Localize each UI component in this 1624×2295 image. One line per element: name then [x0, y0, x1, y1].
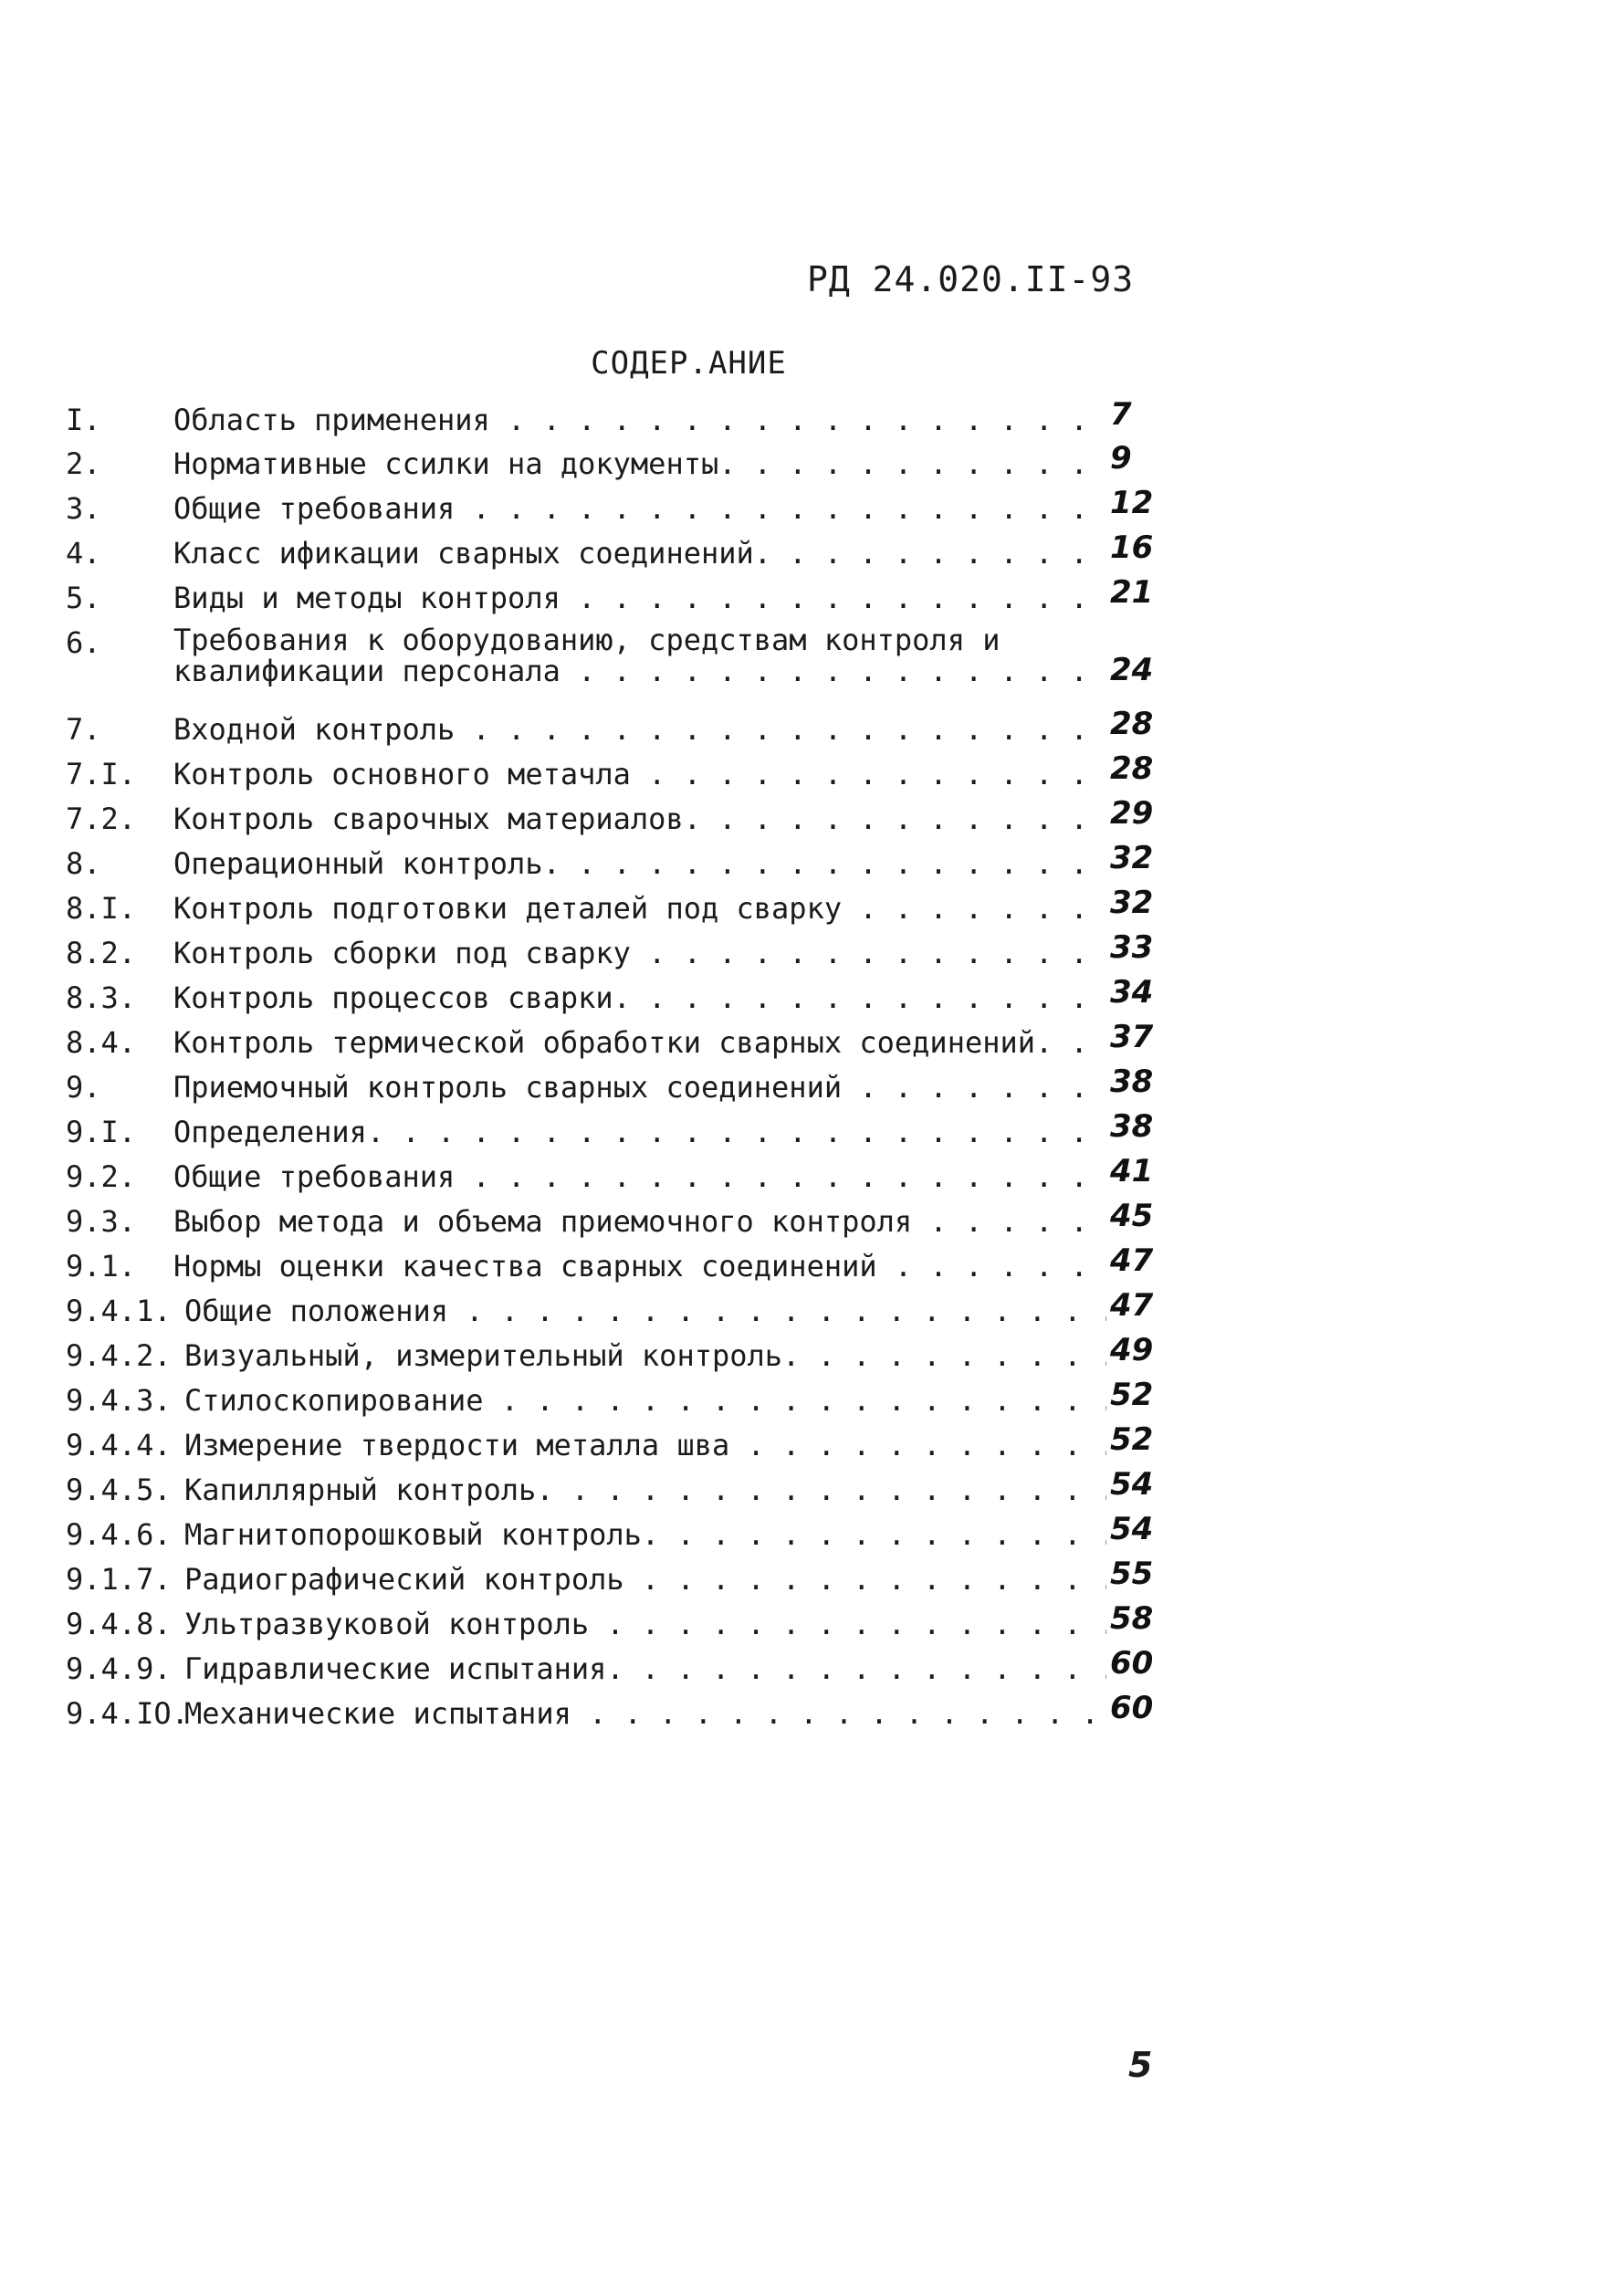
toc-entry-title: Магнитопорошковый контроль. . . .	[184, 1516, 1106, 1553]
toc-entry-page: 24	[1110, 652, 1154, 688]
toc-entry	[66, 1287, 1170, 1329]
toc-entry-number: 9.4.5.	[66, 1472, 172, 1507]
toc-entry-number: 9.I.	[66, 1115, 137, 1149]
toc-entry	[66, 1108, 1170, 1150]
toc-entry	[66, 929, 1170, 971]
toc-entry-title: Стилоскопирование . . .	[184, 1382, 1106, 1419]
toc-entry-number: 9.4.2.	[66, 1338, 172, 1373]
toc-entry-page: 49	[1110, 1332, 1154, 1368]
toc-title: СОДЕР.АНИЕ	[591, 345, 787, 382]
toc-entry-page: 7	[1110, 396, 1132, 433]
toc-entry-title: Общие требования . . .	[173, 1158, 1106, 1195]
toc-entry-page: 21	[1110, 574, 1154, 611]
toc-entry-number: 9.4.6.	[66, 1517, 172, 1552]
toc-entry	[66, 1690, 1170, 1732]
toc-entry	[66, 706, 1170, 748]
toc-entry-page: 37	[1110, 1019, 1154, 1055]
toc-entry	[66, 1332, 1170, 1374]
toc-entry-page: 28	[1110, 750, 1154, 787]
toc-entry	[66, 1153, 1170, 1195]
toc-entry	[66, 795, 1170, 837]
toc-entry-title: Механические испытания . . .	[184, 1695, 1106, 1732]
toc-entry-title: Гидравлические испытания. . . .	[184, 1651, 1106, 1687]
toc-entry	[66, 1600, 1170, 1642]
toc-entry-page: 55	[1110, 1556, 1154, 1592]
toc-entry-title: Выбор метода и объема приемочного контроля . . .	[173, 1203, 1106, 1240]
toc-entry-page: 12	[1110, 485, 1154, 521]
toc-entry-title: Определения. . . .	[173, 1114, 1106, 1150]
toc-entry-number: I.	[66, 403, 101, 437]
toc-entry-number: 9.1.	[66, 1249, 137, 1284]
toc-entry-number: 8.4.	[66, 1025, 137, 1060]
toc-entry	[66, 974, 1170, 1016]
toc-entry-page: 32	[1110, 840, 1154, 876]
toc-entry-page: 47	[1110, 1242, 1154, 1279]
toc-entry	[66, 1421, 1170, 1463]
toc-entry-number: 7.I.	[66, 757, 137, 791]
toc-entry-title-line2: квалификации персонала . . .	[173, 655, 1106, 686]
toc-entry-number: 8.2.	[66, 936, 137, 970]
toc-entry-number: 9.4.4.	[66, 1428, 172, 1462]
toc-entry	[66, 1242, 1170, 1284]
toc-entry-number: 8.I.	[66, 891, 137, 926]
toc-entry-page: 45	[1110, 1198, 1154, 1234]
toc-entry-number: 9.1.7.	[66, 1562, 172, 1597]
toc-entry-title: Общие требования . . .	[173, 490, 1106, 527]
toc-entry-page: 38	[1110, 1064, 1154, 1100]
toc-entry-page: 58	[1110, 1600, 1154, 1637]
toc-entry-number: 9.4.8.	[66, 1607, 172, 1641]
toc-entry	[66, 1511, 1170, 1553]
toc-entry-page: 29	[1110, 795, 1154, 832]
toc-entry-title: Контроль процессов сварки. . . .	[173, 980, 1106, 1016]
toc-entry	[66, 529, 1170, 571]
toc-entry-number: 8.	[66, 846, 101, 881]
toc-entry-number: 9.2.	[66, 1159, 137, 1194]
toc-entry-page: 60	[1110, 1690, 1154, 1726]
toc-entry-page: 32	[1110, 885, 1154, 921]
toc-entry-title: Область применения . . .	[173, 402, 1106, 438]
toc-entry-title: Радиографический контроль . . .	[184, 1561, 1106, 1598]
toc-entry	[66, 624, 1170, 694]
toc-entry	[66, 1377, 1170, 1419]
toc-entry-number: 9.4.3.	[66, 1383, 172, 1418]
document-code: РД 24.020.II-93	[807, 259, 1135, 299]
toc-entry	[66, 1198, 1170, 1240]
toc-entry-page: 60	[1110, 1645, 1154, 1682]
toc-entry	[66, 440, 1170, 482]
toc-entry-title: Контроль сварочных материалов. . . .	[173, 801, 1106, 837]
toc-entry-number: 9.3.	[66, 1204, 137, 1239]
toc-entry	[66, 1019, 1170, 1061]
toc-entry-number: 9.4.9.	[66, 1651, 172, 1686]
toc-entry-page: 38	[1110, 1108, 1154, 1145]
toc-entry-number: 9.4.IO.	[66, 1696, 189, 1731]
toc-entry-title: Контроль сборки под сварку . . .	[173, 935, 1106, 971]
toc-entry	[66, 1556, 1170, 1598]
toc-entry-title: Контроль термической обработки сварных соединений. . . .	[173, 1024, 1106, 1061]
toc-entry	[66, 1064, 1170, 1106]
toc-entry-number: 9.	[66, 1070, 101, 1105]
toc-entry-title: Контроль подготовки деталей под сварку . . .	[173, 890, 1106, 927]
toc-entry-title: Операционный контроль. . . .	[173, 845, 1106, 882]
toc-entry-title: Визуальный, измерительный контроль. . . .	[184, 1337, 1106, 1374]
toc-entry-page: 52	[1110, 1421, 1154, 1458]
toc-entry-title: Класс ификации сварных соединений. . . .	[173, 535, 1106, 571]
toc-entry-page: 52	[1110, 1377, 1154, 1413]
toc-entry-title: Ультразвуковой контроль . . .	[184, 1606, 1106, 1642]
toc-entry	[66, 750, 1170, 792]
toc-entry	[66, 885, 1170, 927]
toc-entry-title	[173, 624, 1106, 686]
toc-entry-number: 7.2.	[66, 802, 137, 836]
page-number: 5	[1128, 2045, 1153, 2085]
toc-entry-title: Общие положения . . .	[184, 1293, 1106, 1329]
toc-entry-title: Капиллярный контроль. . . .	[184, 1472, 1106, 1508]
toc-entry-number: 7.	[66, 712, 101, 747]
toc-entry-title: Входной контроль . . .	[173, 711, 1106, 748]
toc-entry-title: Измерение твердости металла шва . . .	[184, 1427, 1106, 1463]
toc-entry	[66, 1466, 1170, 1508]
toc-entry	[66, 574, 1170, 616]
toc-entry-number: 4.	[66, 536, 101, 571]
toc-entry-page: 47	[1110, 1287, 1154, 1324]
toc-entry-title: Виды и методы контроля . . .	[173, 580, 1106, 616]
toc-entry	[66, 1645, 1170, 1687]
toc-entry-page: 41	[1110, 1153, 1154, 1189]
toc-entry-page: 28	[1110, 706, 1154, 742]
toc-entry-title: Контроль основного метачла . . .	[173, 756, 1106, 792]
toc-entry	[66, 485, 1170, 527]
toc-entry-number: 8.3.	[66, 980, 137, 1015]
toc-entry-number: 6.	[66, 625, 101, 660]
toc-entry-page: 9	[1110, 440, 1132, 477]
toc-entry-number: 3.	[66, 491, 101, 526]
toc-entry-number: 5.	[66, 581, 101, 615]
toc-entry-page: 54	[1110, 1511, 1154, 1547]
toc-entry-number: 9.4.1.	[66, 1294, 172, 1328]
toc-entry-page: 16	[1110, 529, 1154, 566]
toc-entry-page: 54	[1110, 1466, 1154, 1503]
toc-entry	[66, 396, 1170, 438]
toc-entry-page: 33	[1110, 929, 1154, 966]
toc-entry-title: Нормативные ссилки на документы. . . .	[173, 445, 1106, 482]
toc-entry	[66, 840, 1170, 882]
toc-entry-page: 34	[1110, 974, 1154, 1011]
toc-entry-title: Приемочный контроль сварных соединений . . .	[173, 1069, 1106, 1106]
toc-entry-title-line1: Требования к оборудованию, средствам контроля и	[173, 624, 1001, 657]
toc-entry-number: 2.	[66, 446, 101, 481]
toc-entry-title: Нормы оценки качества сварных соединений . . .	[173, 1248, 1106, 1284]
